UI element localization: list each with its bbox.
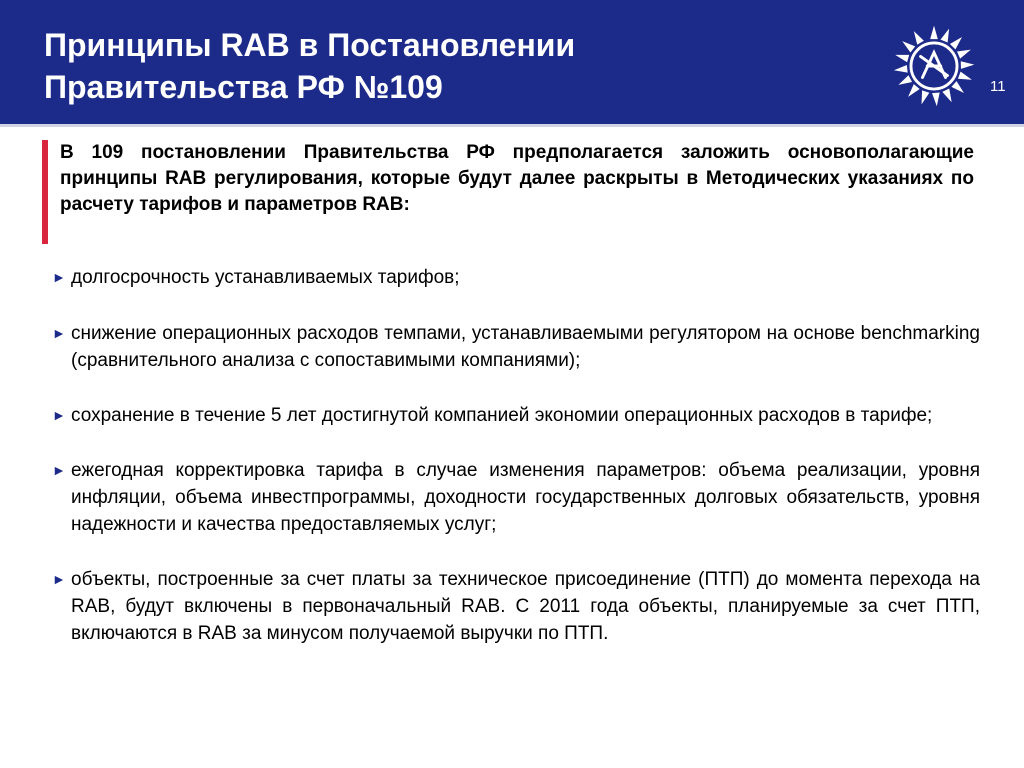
principles-list (50, 264, 980, 647)
title-line-1: Принципы RAB в Постановлении (44, 27, 576, 63)
bullet-arrow-icon: ► (52, 269, 66, 285)
accent-bar (42, 140, 48, 244)
header-divider (0, 124, 1024, 127)
intro-paragraph: В 109 постановлении Правительства РФ предполагается заложить основополагающие принципы RAB регулирования, которые будут далее раскрыты в Методических указаниях по расчету тарифов и параметров RAB: (60, 142, 974, 215)
list-item-text: объекты, построенные за счет платы за техническое присоединение (ПТП) до момента перехода на RAB, будут включены в первоначальный RAB. С 2011 года объекты, планируемые за счет ПТП, включаются в RAB за минусом получаемой выручки по ПТП. (71, 569, 980, 644)
header-banner (0, 0, 1024, 124)
bullet-arrow-icon: ► (52, 325, 66, 341)
bullet-arrow-icon: ► (52, 407, 66, 423)
bullet-arrow-icon: ► (52, 571, 66, 587)
list-item (50, 320, 980, 374)
list-item (50, 264, 980, 291)
list-item-text: ежегодная корректировка тарифа в случае изменения параметров: объема реализации, уровня инфляции, объема инвестпрограммы, доходности государственных долговых обязательств, уровня надежности и качества предоставляемых услуг; (71, 460, 980, 535)
list-item-text: долгосрочность устанавливаемых тарифов; (71, 267, 460, 288)
list-item (50, 566, 980, 647)
list-item-text: снижение операционных расходов темпами, устанавливаемыми регулятором на основе benchmarking (сравнительного анализа с сопоставимыми компаниями); (71, 323, 980, 371)
bullet-arrow-icon: ► (52, 462, 66, 478)
page-title (44, 24, 864, 108)
list-item (50, 402, 980, 429)
list-item (50, 457, 980, 538)
list-item-text: сохранение в течение 5 лет достигнутой компанией экономии операционных расходов в тарифе; (71, 405, 933, 426)
company-emblem-icon (886, 18, 982, 114)
page-number: 11 (990, 78, 1006, 95)
title-line-2: Правительства РФ №109 (44, 69, 443, 105)
